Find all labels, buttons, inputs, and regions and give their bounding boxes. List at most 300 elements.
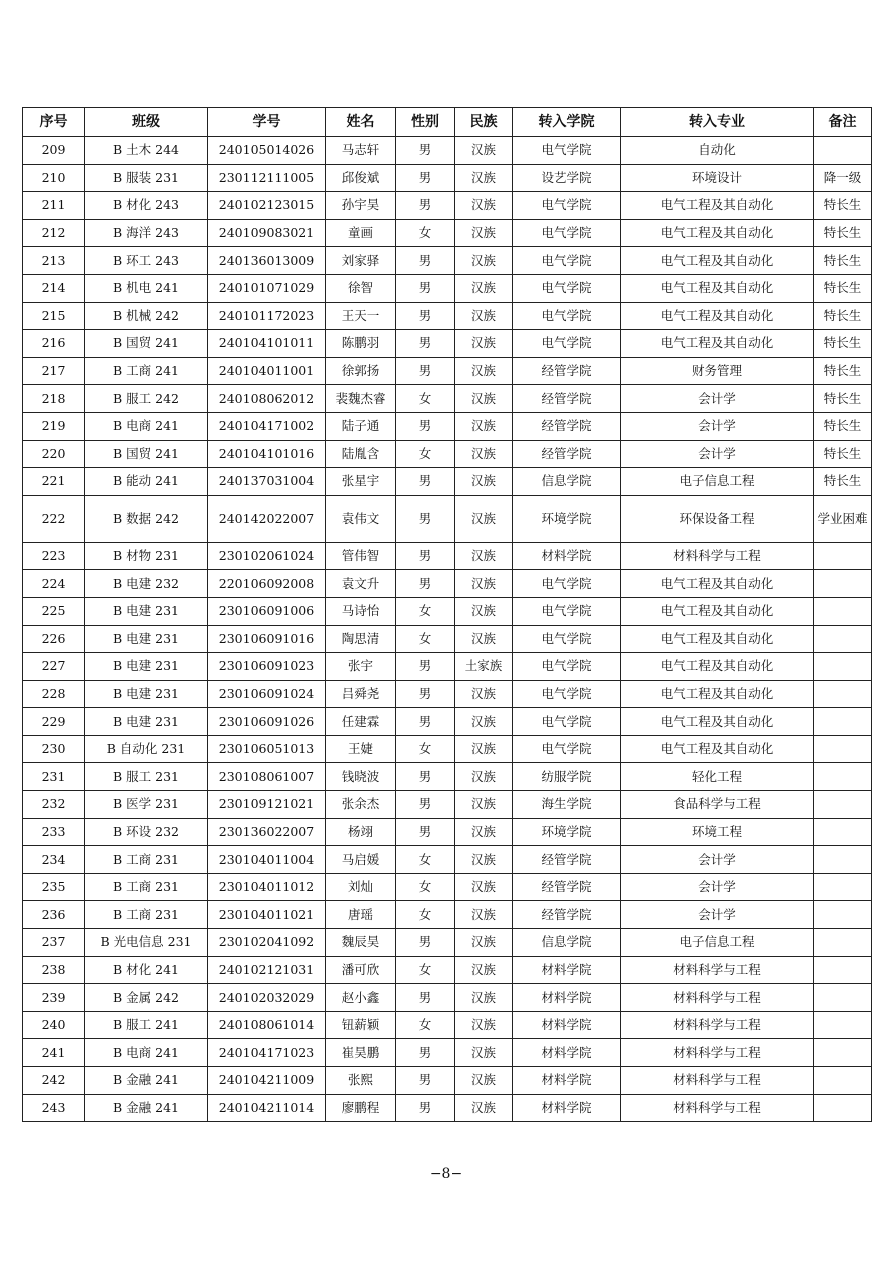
name-cell: 张余杰 [326,791,396,819]
student-id-cell: 240102123015 [208,192,326,220]
college-cell: 经管学院 [513,440,621,468]
remark-cell [814,791,872,819]
major-cell: 材料科学与工程 [621,1039,814,1067]
name-cell: 马诗怡 [326,597,396,625]
table-row [23,680,872,708]
name-cell: 廖鹏程 [326,1094,396,1122]
college-cell: 电气学院 [513,653,621,681]
index-cell: 228 [23,680,85,708]
name-cell: 王天一 [326,302,396,330]
class-cell: B 电建 231 [85,625,208,653]
class-cell: B 自动化 231 [85,735,208,763]
index-cell: 216 [23,330,85,358]
student-id-cell: 230106091023 [208,653,326,681]
student-id-cell: 240101172023 [208,302,326,330]
gender-cell: 男 [396,763,455,791]
student-id-cell: 240104101016 [208,440,326,468]
major-cell: 自动化 [621,137,814,165]
major-cell: 电子信息工程 [621,929,814,957]
student-id-cell: 240136013009 [208,247,326,275]
table-row [23,192,872,220]
table-row [23,330,872,358]
remark-cell: 特长生 [814,412,872,440]
ethnicity-cell: 汉族 [455,984,513,1012]
student-id-cell: 230104011012 [208,873,326,901]
name-cell: 徐郭扬 [326,357,396,385]
table-row [23,735,872,763]
index-cell: 214 [23,274,85,302]
major-cell: 环境工程 [621,818,814,846]
remark-cell: 特长生 [814,440,872,468]
remark-cell: 降一级 [814,164,872,192]
name-cell: 钮薪颖 [326,1011,396,1039]
major-cell: 会计学 [621,873,814,901]
ethnicity-cell: 汉族 [455,956,513,984]
gender-cell: 男 [396,330,455,358]
remark-cell: 特长生 [814,219,872,247]
gender-cell: 女 [396,219,455,247]
gender-cell: 女 [396,625,455,653]
remark-cell [814,763,872,791]
college-cell: 电气学院 [513,192,621,220]
gender-cell: 男 [396,653,455,681]
student-id-cell: 230112111005 [208,164,326,192]
remark-cell [814,984,872,1012]
remark-cell: 特长生 [814,192,872,220]
gender-cell: 女 [396,956,455,984]
remark-cell [814,708,872,736]
table-row [23,1094,872,1122]
class-cell: B 电商 241 [85,1039,208,1067]
student-id-cell: 240102032029 [208,984,326,1012]
remark-cell [814,1011,872,1039]
name-cell: 刘家驿 [326,247,396,275]
table-row [23,440,872,468]
gender-cell: 女 [396,440,455,468]
college-cell: 电气学院 [513,735,621,763]
remark-cell [814,597,872,625]
gender-cell: 女 [396,597,455,625]
major-cell: 环境设计 [621,164,814,192]
class-cell: B 能动 241 [85,468,208,496]
index-cell: 229 [23,708,85,736]
gender-cell: 男 [396,929,455,957]
gender-cell: 女 [396,385,455,413]
class-cell: B 金融 241 [85,1094,208,1122]
table-row [23,247,872,275]
table-row [23,929,872,957]
college-cell: 电气学院 [513,708,621,736]
remark-cell: 特长生 [814,247,872,275]
major-cell: 会计学 [621,846,814,874]
college-cell: 电气学院 [513,302,621,330]
name-cell: 管伟智 [326,542,396,570]
col-header-college: 转入学院 [513,108,621,137]
gender-cell: 男 [396,1039,455,1067]
table-row [23,302,872,330]
table-row [23,570,872,598]
class-cell: B 材化 241 [85,956,208,984]
gender-cell: 女 [396,873,455,901]
major-cell: 电气工程及其自动化 [621,219,814,247]
ethnicity-cell: 汉族 [455,1094,513,1122]
major-cell: 电气工程及其自动化 [621,330,814,358]
major-cell: 财务管理 [621,357,814,385]
student-id-cell: 240142022007 [208,495,326,542]
college-cell: 材料学院 [513,1011,621,1039]
index-cell: 218 [23,385,85,413]
gender-cell: 男 [396,357,455,385]
index-cell: 211 [23,192,85,220]
gender-cell: 男 [396,412,455,440]
college-cell: 电气学院 [513,330,621,358]
gender-cell: 女 [396,1011,455,1039]
gender-cell: 男 [396,302,455,330]
student-id-cell: 230102061024 [208,542,326,570]
major-cell: 轻化工程 [621,763,814,791]
student-id-cell: 240137031004 [208,468,326,496]
student-id-cell: 230136022007 [208,818,326,846]
class-cell: B 机电 241 [85,274,208,302]
major-cell: 电气工程及其自动化 [621,247,814,275]
index-cell: 236 [23,901,85,929]
remark-cell [814,873,872,901]
major-cell: 电气工程及其自动化 [621,653,814,681]
index-cell: 217 [23,357,85,385]
class-cell: B 光电信息 231 [85,929,208,957]
class-cell: B 环工 243 [85,247,208,275]
table-row [23,495,872,542]
remark-cell [814,570,872,598]
major-cell: 会计学 [621,901,814,929]
remark-cell: 特长生 [814,357,872,385]
class-cell: B 材化 243 [85,192,208,220]
index-cell: 224 [23,570,85,598]
student-id-cell: 230106091026 [208,708,326,736]
college-cell: 电气学院 [513,219,621,247]
ethnicity-cell: 汉族 [455,330,513,358]
table-row [23,956,872,984]
gender-cell: 男 [396,542,455,570]
class-cell: B 电建 231 [85,653,208,681]
class-cell: B 电建 231 [85,597,208,625]
college-cell: 经管学院 [513,846,621,874]
ethnicity-cell: 汉族 [455,495,513,542]
remark-cell [814,542,872,570]
ethnicity-cell: 汉族 [455,385,513,413]
remark-cell [814,1039,872,1067]
ethnicity-cell: 汉族 [455,846,513,874]
table-row [23,385,872,413]
ethnicity-cell: 汉族 [455,680,513,708]
name-cell: 邱俊斌 [326,164,396,192]
major-cell: 电气工程及其自动化 [621,597,814,625]
ethnicity-cell: 汉族 [455,274,513,302]
gender-cell: 男 [396,1067,455,1095]
index-cell: 212 [23,219,85,247]
ethnicity-cell: 汉族 [455,735,513,763]
table-row [23,1067,872,1095]
index-cell: 242 [23,1067,85,1095]
major-cell: 材料科学与工程 [621,542,814,570]
class-cell: B 电商 241 [85,412,208,440]
student-id-cell: 230104011004 [208,846,326,874]
class-cell: B 机械 242 [85,302,208,330]
major-cell: 会计学 [621,440,814,468]
table-row [23,1039,872,1067]
major-cell: 电气工程及其自动化 [621,274,814,302]
table-row [23,984,872,1012]
remark-cell [814,625,872,653]
ethnicity-cell: 汉族 [455,440,513,468]
college-cell: 材料学院 [513,956,621,984]
table-row [23,791,872,819]
gender-cell: 男 [396,495,455,542]
college-cell: 电气学院 [513,597,621,625]
name-cell: 马启媛 [326,846,396,874]
gender-cell: 女 [396,846,455,874]
index-cell: 222 [23,495,85,542]
name-cell: 崔昊鹏 [326,1039,396,1067]
major-cell: 环保设备工程 [621,495,814,542]
class-cell: B 工商 231 [85,873,208,901]
college-cell: 经管学院 [513,873,621,901]
college-cell: 材料学院 [513,1094,621,1122]
name-cell: 徐智 [326,274,396,302]
index-cell: 240 [23,1011,85,1039]
ethnicity-cell: 汉族 [455,791,513,819]
name-cell: 张星宇 [326,468,396,496]
col-header-gender: 性别 [396,108,455,137]
class-cell: B 电建 231 [85,680,208,708]
major-cell: 会计学 [621,412,814,440]
index-cell: 234 [23,846,85,874]
gender-cell: 男 [396,274,455,302]
name-cell: 陆胤含 [326,440,396,468]
ethnicity-cell: 汉族 [455,412,513,440]
ethnicity-cell: 汉族 [455,247,513,275]
table-row [23,763,872,791]
ethnicity-cell: 汉族 [455,763,513,791]
student-id-cell: 240104171023 [208,1039,326,1067]
table-row [23,137,872,165]
class-cell: B 材物 231 [85,542,208,570]
index-cell: 225 [23,597,85,625]
student-id-cell: 230106091006 [208,597,326,625]
class-cell: B 服工 231 [85,763,208,791]
gender-cell: 男 [396,984,455,1012]
remark-cell [814,735,872,763]
name-cell: 潘可欣 [326,956,396,984]
major-cell: 材料科学与工程 [621,984,814,1012]
remark-cell [814,1094,872,1122]
index-cell: 226 [23,625,85,653]
college-cell: 设艺学院 [513,164,621,192]
class-cell: B 环设 232 [85,818,208,846]
name-cell: 陆子通 [326,412,396,440]
ethnicity-cell: 汉族 [455,192,513,220]
ethnicity-cell: 汉族 [455,873,513,901]
major-cell: 材料科学与工程 [621,1067,814,1095]
index-cell: 223 [23,542,85,570]
remark-cell [814,653,872,681]
ethnicity-cell: 汉族 [455,468,513,496]
table-row [23,412,872,440]
gender-cell: 男 [396,468,455,496]
college-cell: 经管学院 [513,357,621,385]
ethnicity-cell: 汉族 [455,818,513,846]
ethnicity-cell: 土家族 [455,653,513,681]
college-cell: 经管学院 [513,901,621,929]
student-id-cell: 240104011001 [208,357,326,385]
name-cell: 钱晓波 [326,763,396,791]
gender-cell: 男 [396,680,455,708]
table-header-row [23,108,872,137]
name-cell: 任建霖 [326,708,396,736]
table-row [23,597,872,625]
index-cell: 209 [23,137,85,165]
college-cell: 经管学院 [513,385,621,413]
table-row [23,468,872,496]
student-id-cell: 240108062012 [208,385,326,413]
index-cell: 243 [23,1094,85,1122]
gender-cell: 男 [396,164,455,192]
student-id-cell: 240108061014 [208,1011,326,1039]
ethnicity-cell: 汉族 [455,625,513,653]
table-row [23,357,872,385]
major-cell: 电气工程及其自动化 [621,570,814,598]
college-cell: 电气学院 [513,274,621,302]
college-cell: 电气学院 [513,570,621,598]
col-header-name: 姓名 [326,108,396,137]
major-cell: 电气工程及其自动化 [621,192,814,220]
name-cell: 赵小鑫 [326,984,396,1012]
ethnicity-cell: 汉族 [455,357,513,385]
remark-cell: 特长生 [814,385,872,413]
gender-cell: 男 [396,791,455,819]
class-cell: B 电建 232 [85,570,208,598]
class-cell: B 土木 244 [85,137,208,165]
college-cell: 电气学院 [513,680,621,708]
student-id-cell: 230106091024 [208,680,326,708]
class-cell: B 金融 241 [85,1067,208,1095]
major-cell: 食品科学与工程 [621,791,814,819]
gender-cell: 男 [396,192,455,220]
class-cell: B 工商 231 [85,846,208,874]
name-cell: 孙宇昊 [326,192,396,220]
index-cell: 238 [23,956,85,984]
major-cell: 电气工程及其自动化 [621,735,814,763]
name-cell: 袁伟文 [326,495,396,542]
college-cell: 信息学院 [513,468,621,496]
table-row [23,542,872,570]
index-cell: 221 [23,468,85,496]
ethnicity-cell: 汉族 [455,137,513,165]
student-id-cell: 240109083021 [208,219,326,247]
class-cell: B 工商 231 [85,901,208,929]
student-id-cell: 230102041092 [208,929,326,957]
ethnicity-cell: 汉族 [455,219,513,247]
index-cell: 215 [23,302,85,330]
class-cell: B 金属 242 [85,984,208,1012]
table-row [23,1011,872,1039]
index-cell: 220 [23,440,85,468]
index-cell: 213 [23,247,85,275]
college-cell: 材料学院 [513,1039,621,1067]
gender-cell: 男 [396,708,455,736]
col-header-class: 班级 [85,108,208,137]
remark-cell [814,929,872,957]
college-cell: 电气学院 [513,247,621,275]
ethnicity-cell: 汉族 [455,164,513,192]
col-header-ethnicity: 民族 [455,108,513,137]
table-row [23,901,872,929]
ethnicity-cell: 汉族 [455,929,513,957]
name-cell: 陈鹏羽 [326,330,396,358]
ethnicity-cell: 汉族 [455,1011,513,1039]
class-cell: B 数据 242 [85,495,208,542]
col-header-major: 转入专业 [621,108,814,137]
remark-cell: 特长生 [814,302,872,330]
index-cell: 227 [23,653,85,681]
table-row [23,625,872,653]
student-id-cell: 240102121031 [208,956,326,984]
remark-cell [814,1067,872,1095]
transfer-student-table [22,107,872,1122]
student-id-cell: 240104211009 [208,1067,326,1095]
gender-cell: 女 [396,735,455,763]
index-cell: 231 [23,763,85,791]
class-cell: B 海洋 243 [85,219,208,247]
gender-cell: 男 [396,247,455,275]
remark-cell [814,846,872,874]
table-row [23,164,872,192]
student-id-cell: 230104011021 [208,901,326,929]
table-row [23,274,872,302]
table-row [23,818,872,846]
major-cell: 电气工程及其自动化 [621,708,814,736]
table-row [23,708,872,736]
remark-cell [814,956,872,984]
college-cell: 材料学院 [513,542,621,570]
major-cell: 电气工程及其自动化 [621,302,814,330]
ethnicity-cell: 汉族 [455,1039,513,1067]
table-row [23,653,872,681]
class-cell: B 工商 241 [85,357,208,385]
ethnicity-cell: 汉族 [455,1067,513,1095]
table-row [23,219,872,247]
ethnicity-cell: 汉族 [455,708,513,736]
page-number: −8− [429,1166,463,1182]
index-cell: 241 [23,1039,85,1067]
class-cell: B 电建 231 [85,708,208,736]
remark-cell [814,818,872,846]
student-id-cell: 230106051013 [208,735,326,763]
major-cell: 材料科学与工程 [621,1011,814,1039]
student-id-cell: 220106092008 [208,570,326,598]
student-id-cell: 230108061007 [208,763,326,791]
college-cell: 海生学院 [513,791,621,819]
name-cell: 唐瑶 [326,901,396,929]
college-cell: 经管学院 [513,412,621,440]
class-cell: B 医学 231 [85,791,208,819]
ethnicity-cell: 汉族 [455,570,513,598]
name-cell: 陶思清 [326,625,396,653]
name-cell: 吕舜尧 [326,680,396,708]
index-cell: 210 [23,164,85,192]
table-row [23,846,872,874]
name-cell: 王婕 [326,735,396,763]
